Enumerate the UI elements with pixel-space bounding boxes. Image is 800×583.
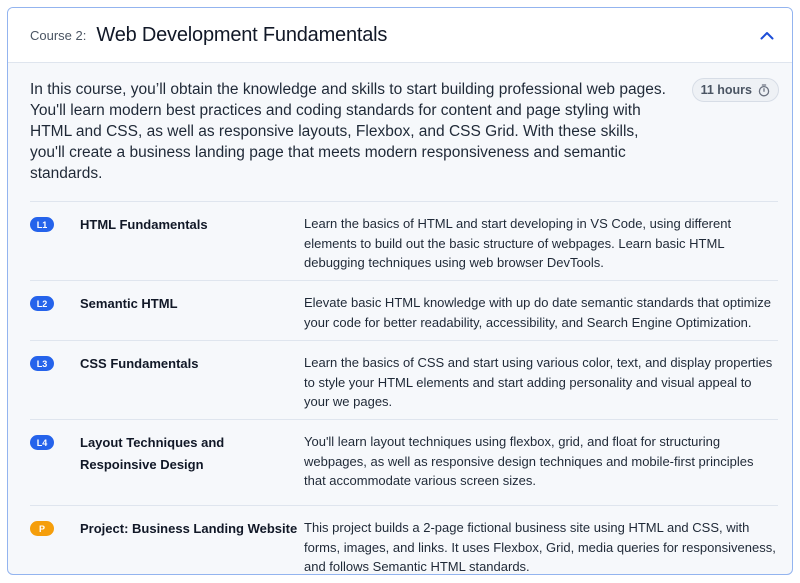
lesson-title: Layout Techniques and Respoinsive Design	[80, 435, 225, 472]
lesson-title: CSS Fundamentals	[80, 356, 199, 371]
lesson-badge: L4	[30, 435, 54, 450]
lesson-badge: L1	[30, 217, 54, 232]
lesson-row	[30, 341, 778, 420]
lesson-description: This project builds a 2-page fictional business site using HTML and CSS, with forms, images, and links. It uses Flexbox, Grid, media queries for responsiveness, and follows Semantic HTML standards.	[304, 520, 776, 574]
chevron-up-icon	[760, 31, 774, 40]
collapse-button[interactable]	[754, 22, 780, 48]
course-intro: In this course, you’ll obtain the knowledge and skills to start building professional web pages. You'll learn modern best practices and coding standards for content and page styling with HTML and CSS, as well as responsive layouts, Flexbox, and CSS Grid. With these skills, you'll create a business landing page that meets modern responsiveness and semantic standards.	[30, 81, 666, 182]
course-header[interactable]	[8, 8, 792, 63]
duration-label: 11 hours	[700, 83, 752, 97]
course-number: Course 2:	[30, 27, 87, 43]
duration-badge	[692, 78, 779, 102]
lesson-title: Project: Business Landing Website	[80, 521, 298, 536]
lesson-row	[30, 281, 778, 341]
stopwatch-icon	[758, 84, 770, 97]
lesson-badge: L2	[30, 296, 54, 311]
lesson-description: Learn the basics of CSS and start using various color, text, and display properties to style your HTML elements and start adding personality and visual appeal to your we pages.	[304, 355, 773, 409]
lesson-badge: L3	[30, 356, 54, 371]
course-title: Web Development Fundamentals	[96, 23, 388, 46]
lesson-row	[30, 202, 778, 281]
course-accordion	[7, 7, 793, 575]
lesson-title: Semantic HTML	[80, 296, 178, 311]
project-badge: P	[30, 521, 54, 536]
lesson-title: HTML Fundamentals	[80, 217, 208, 232]
lesson-description: You'll learn layout techniques using flexbox, grid, and float for structuring webpages, as well as responsive design techniques and mobile-first principles that accommodate various screen sizes.	[304, 434, 754, 488]
lesson-row	[30, 420, 778, 506]
lesson-description: Learn the basics of HTML and start developing in VS Code, using different elements to build out the basic structure of webpages. Learn basic HTML debugging techniques using web browser DevTools.	[304, 216, 732, 270]
lesson-description: Elevate basic HTML knowledge with up do date semantic standards that optimize your code for better readability, accessibility, and Search Engine Optimization.	[304, 295, 772, 330]
lesson-row	[30, 506, 778, 575]
lesson-list	[30, 201, 778, 575]
course-body	[8, 63, 792, 575]
